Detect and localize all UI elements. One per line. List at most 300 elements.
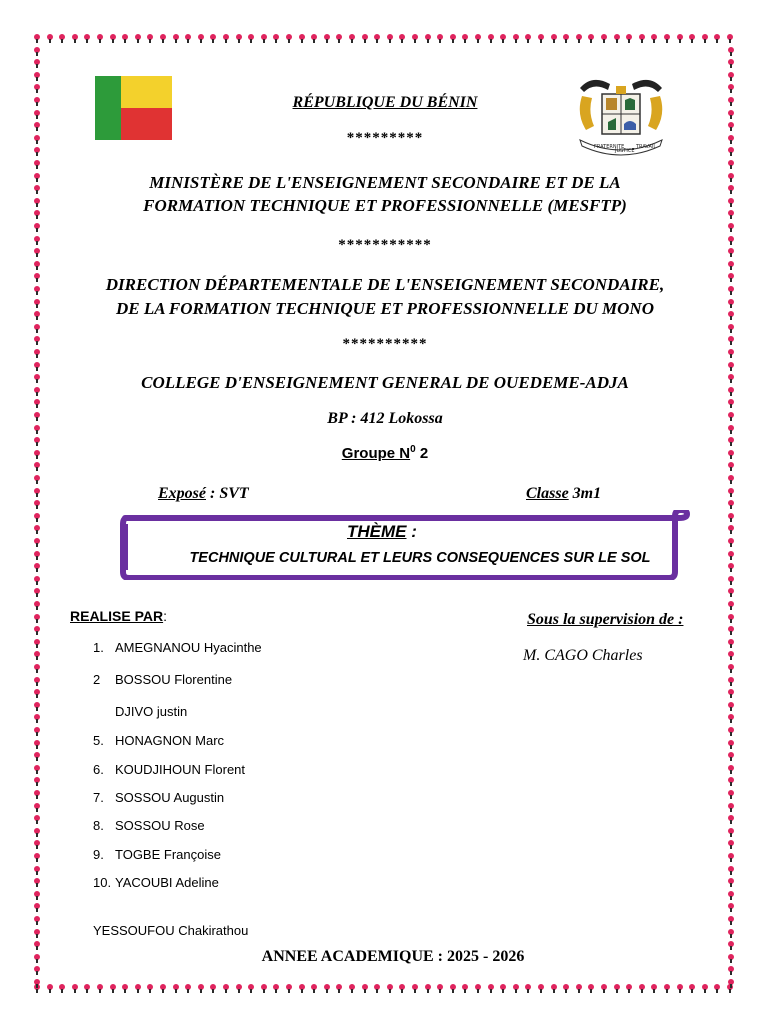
member-name: KOUDJIHOUN Florent — [115, 762, 246, 777]
border-dot — [34, 210, 40, 219]
border-dot — [728, 664, 734, 673]
supervision-label: Sous la supervision de : — [527, 611, 684, 628]
border-dot — [34, 979, 40, 988]
border-dot — [538, 34, 544, 43]
border-dot — [34, 677, 40, 686]
member-name: HONAGNON Marc — [115, 733, 225, 748]
border-dot — [210, 34, 216, 43]
realise-heading — [70, 608, 167, 624]
border-dot — [387, 34, 393, 43]
border-dot — [576, 984, 582, 993]
border-dot — [588, 984, 594, 993]
border-dot — [34, 425, 40, 434]
border-dot — [551, 984, 557, 993]
border-dot — [728, 891, 734, 900]
border-dot — [34, 538, 40, 547]
border-dot — [336, 34, 342, 43]
border-dot — [728, 185, 734, 194]
border-dot — [728, 588, 734, 597]
border-dot — [34, 513, 40, 522]
border-dot — [728, 677, 734, 686]
border-dot — [714, 34, 720, 43]
expose-subject — [158, 485, 249, 503]
border-dot — [34, 551, 40, 560]
border-dot — [34, 462, 40, 471]
border-dot — [500, 984, 506, 993]
border-dot — [728, 362, 734, 371]
academic-year: ANNEE ACADEMIQUE : 2025 - 2026 — [261, 948, 525, 965]
border-dot — [34, 563, 40, 572]
border-dot — [349, 984, 355, 993]
border-dot — [34, 147, 40, 156]
border-dot — [475, 984, 481, 993]
border-dot — [399, 34, 405, 43]
border-dot — [728, 437, 734, 446]
border-dot — [34, 72, 40, 81]
border-dot — [728, 853, 734, 862]
member-item — [93, 640, 262, 655]
member-number: 9. — [93, 847, 104, 862]
border-dot — [173, 34, 179, 43]
border-dot — [34, 336, 40, 345]
border-dot — [34, 614, 40, 623]
border-dot — [728, 563, 734, 572]
theme-heading — [347, 522, 417, 542]
border-dot — [34, 714, 40, 723]
border-dot — [349, 34, 355, 43]
border-dot — [425, 984, 431, 993]
border-dot — [34, 500, 40, 509]
border-dot — [728, 601, 734, 610]
border-dot — [34, 588, 40, 597]
border-dot — [135, 34, 141, 43]
border-dot — [34, 916, 40, 925]
separator-stars: *********** — [338, 237, 432, 253]
border-dot — [387, 984, 393, 993]
border-dot — [689, 984, 695, 993]
border-dot — [728, 626, 734, 635]
border-dot — [34, 475, 40, 484]
border-dot — [173, 984, 179, 993]
border-dot — [324, 34, 330, 43]
border-dot — [362, 34, 368, 43]
coat-of-arms-emblem — [572, 74, 670, 158]
border-dot — [185, 34, 191, 43]
border-dot — [728, 651, 734, 660]
border-dot — [728, 727, 734, 736]
border-dot — [450, 34, 456, 43]
border-dot — [34, 966, 40, 975]
border-dot — [236, 34, 242, 43]
border-dot — [728, 525, 734, 534]
member-name: SOSSOU Rose — [115, 818, 205, 833]
border-dot — [34, 853, 40, 862]
border-dot — [248, 984, 254, 993]
border-dot — [728, 916, 734, 925]
border-dot — [324, 984, 330, 993]
border-dot — [273, 984, 279, 993]
border-dot — [47, 34, 53, 43]
member-item — [93, 672, 232, 687]
group-label: Groupe N — [341, 445, 411, 462]
border-dot — [34, 488, 40, 497]
motto-word: JUSTICE — [615, 148, 635, 154]
member-item — [93, 818, 205, 833]
border-dot — [97, 34, 103, 43]
border-dot — [34, 59, 40, 68]
member-name: YACOUBI Adeline — [115, 875, 219, 890]
border-dot — [34, 97, 40, 106]
member-name: SOSSOU Augustin — [115, 790, 225, 805]
border-dot — [437, 984, 443, 993]
border-dot — [110, 34, 116, 43]
border-dot — [34, 173, 40, 182]
border-dot — [728, 752, 734, 761]
separator-stars: ********** — [342, 336, 428, 352]
border-dot — [728, 59, 734, 68]
border-dot — [425, 34, 431, 43]
border-dot — [728, 236, 734, 245]
border-dot — [72, 984, 78, 993]
border-dot — [462, 984, 468, 993]
member-number: 6. — [93, 762, 104, 777]
member-name: TOGBE Françoise — [115, 847, 221, 862]
border-dot — [728, 702, 734, 711]
border-dot — [34, 689, 40, 698]
border-dot — [576, 34, 582, 43]
border-dot — [728, 349, 734, 358]
college-name: COLLEGE D'ENSEIGNEMENT GENERAL DE OUEDEME-ADJA — [141, 373, 629, 392]
border-dot — [34, 34, 40, 43]
border-dot — [728, 72, 734, 81]
border-dot — [34, 815, 40, 824]
member-number: 5. — [93, 733, 104, 748]
border-dot — [185, 984, 191, 993]
republic-title: RÉPUBLIQUE DU BÉNIN — [292, 94, 478, 111]
border-dot — [437, 34, 443, 43]
border-dot — [160, 984, 166, 993]
border-dot — [728, 160, 734, 169]
border-dot — [728, 903, 734, 912]
member-extra: YESSOUFOU Chakirathou — [93, 923, 249, 938]
border-dot — [614, 984, 620, 993]
border-dot — [34, 387, 40, 396]
border-dot — [651, 34, 657, 43]
border-dot — [34, 122, 40, 131]
border-dot — [728, 248, 734, 257]
border-dot — [488, 984, 494, 993]
border-dot — [34, 777, 40, 786]
border-dot — [286, 984, 292, 993]
border-dot — [34, 954, 40, 963]
border-dot — [122, 34, 128, 43]
border-dot — [147, 984, 153, 993]
direction-line-1: DIRECTION DÉPARTEMENTALE DE L'ENSEIGNEMENT SECONDAIRE, — [105, 275, 665, 294]
border-dot — [34, 891, 40, 900]
separator-stars: ********* — [346, 130, 424, 146]
border-dot — [34, 84, 40, 93]
border-dot — [412, 984, 418, 993]
class-value: 3m1 — [568, 485, 602, 502]
border-dot — [84, 984, 90, 993]
border-dot — [513, 984, 519, 993]
border-dot — [336, 984, 342, 993]
border-dot — [728, 513, 734, 522]
border-dot — [299, 34, 305, 43]
border-dot — [728, 135, 734, 144]
border-dot — [664, 984, 670, 993]
border-dot — [374, 984, 380, 993]
border-dot — [714, 984, 720, 993]
border-dot — [412, 34, 418, 43]
border-dot — [728, 765, 734, 774]
border-dot — [601, 984, 607, 993]
class-label: Classe — [526, 485, 569, 502]
border-dot — [689, 34, 695, 43]
border-dot — [210, 984, 216, 993]
border-dot — [728, 639, 734, 648]
border-dot — [362, 984, 368, 993]
border-dot — [34, 198, 40, 207]
border-dot — [34, 878, 40, 887]
border-dot — [728, 866, 734, 875]
border-dot — [728, 399, 734, 408]
border-dot — [601, 34, 607, 43]
border-dot — [500, 34, 506, 43]
benin-flag — [95, 76, 172, 140]
border-dot — [728, 261, 734, 270]
border-dot — [728, 803, 734, 812]
ministry-line-2: FORMATION TECHNIQUE ET PROFESSIONNELLE (MESFTP) — [143, 196, 627, 215]
border-dot — [563, 34, 569, 43]
member-name: BOSSOU Florentine — [115, 672, 233, 687]
border-dot — [525, 984, 531, 993]
border-dot — [462, 34, 468, 43]
border-dot — [34, 702, 40, 711]
member-item — [93, 790, 224, 805]
border-dot — [34, 248, 40, 257]
border-dot — [702, 984, 708, 993]
border-dot — [34, 903, 40, 912]
member-number: 8. — [93, 818, 104, 833]
border-dot — [34, 261, 40, 270]
border-dot — [34, 626, 40, 635]
border-dot — [34, 412, 40, 421]
member-name: AMEGNANOU Hyacinthe — [115, 640, 262, 655]
supervisor-name: M. CAGO Charles — [523, 647, 643, 664]
border-dot — [728, 878, 734, 887]
border-dot — [34, 374, 40, 383]
border-dot — [728, 374, 734, 383]
border-dot — [311, 34, 317, 43]
border-dot — [34, 828, 40, 837]
border-dot — [160, 34, 166, 43]
border-dot — [47, 984, 53, 993]
border-dot — [727, 34, 733, 43]
border-dot — [34, 664, 40, 673]
border-dot — [651, 984, 657, 993]
border-dot — [677, 984, 683, 993]
border-dot — [488, 34, 494, 43]
border-dot — [299, 984, 305, 993]
border-dot — [34, 765, 40, 774]
border-dot — [728, 614, 734, 623]
border-dot — [34, 740, 40, 749]
member-number: 10. — [93, 875, 112, 890]
border-dot — [728, 223, 734, 232]
border-dot — [728, 97, 734, 106]
border-dot — [728, 714, 734, 723]
border-dot — [728, 110, 734, 119]
border-dot — [728, 173, 734, 182]
border-dot — [122, 984, 128, 993]
border-dot — [34, 223, 40, 232]
border-dot — [728, 210, 734, 219]
border-dot — [525, 34, 531, 43]
border-dot — [450, 984, 456, 993]
border-dot — [34, 790, 40, 799]
border-dot — [728, 450, 734, 459]
border-dot — [135, 984, 141, 993]
border-dot — [34, 840, 40, 849]
border-dot — [728, 966, 734, 975]
realise-label: REALISE PAR — [70, 608, 164, 624]
border-dot — [702, 34, 708, 43]
border-dot — [34, 160, 40, 169]
motto-word: FRATERNITE — [594, 144, 625, 150]
border-dot — [84, 34, 90, 43]
border-dot — [728, 740, 734, 749]
border-dot — [728, 462, 734, 471]
border-dot — [236, 984, 242, 993]
border-dot — [614, 34, 620, 43]
border-dot — [198, 34, 204, 43]
border-dot — [728, 425, 734, 434]
border-dot — [728, 828, 734, 837]
border-dot — [588, 34, 594, 43]
border-dot — [34, 803, 40, 812]
border-dot — [261, 984, 267, 993]
border-dot — [728, 488, 734, 497]
member-name: DJIVO justin — [115, 704, 188, 719]
border-dot — [34, 576, 40, 585]
border-dot — [728, 412, 734, 421]
border-dot — [34, 866, 40, 875]
member-item — [93, 733, 224, 748]
border-dot — [34, 929, 40, 938]
border-dot — [626, 34, 632, 43]
border-dot — [147, 34, 153, 43]
member-number: 2 — [93, 672, 101, 687]
group-value: 2 — [415, 445, 429, 462]
realise-colon: : — [163, 608, 167, 624]
ministry-line-1: MINISTÈRE DE L'ENSEIGNEMENT SECONDAIRE ET DE LA — [149, 173, 621, 192]
group-superscript: 0 — [410, 444, 416, 455]
border-dot — [728, 387, 734, 396]
member-item — [93, 704, 187, 719]
border-dot — [59, 34, 65, 43]
border-dot — [198, 984, 204, 993]
border-dot — [664, 34, 670, 43]
border-dot — [34, 324, 40, 333]
border-dot — [34, 651, 40, 660]
border-dot — [728, 47, 734, 56]
border-dot — [34, 450, 40, 459]
border-dot — [34, 349, 40, 358]
border-dot — [728, 336, 734, 345]
border-dot — [34, 525, 40, 534]
border-dot — [728, 538, 734, 547]
border-dot — [223, 34, 229, 43]
border-dot — [34, 437, 40, 446]
border-dot — [34, 941, 40, 950]
postal-box: BP : 412 Lokossa — [327, 410, 443, 427]
border-dot — [286, 34, 292, 43]
border-dot — [34, 639, 40, 648]
border-dot — [728, 551, 734, 560]
border-dot — [311, 984, 317, 993]
border-dot — [110, 984, 116, 993]
border-dot — [34, 362, 40, 371]
border-dot — [513, 34, 519, 43]
border-dot — [728, 777, 734, 786]
border-dot — [639, 984, 645, 993]
border-dot — [728, 84, 734, 93]
border-dot — [626, 984, 632, 993]
border-dot — [728, 198, 734, 207]
theme-label: THÈME — [347, 522, 407, 541]
border-dot — [728, 929, 734, 938]
border-dot — [728, 147, 734, 156]
border-dot — [97, 984, 103, 993]
border-dot — [728, 815, 734, 824]
border-dot — [72, 34, 78, 43]
border-dot — [34, 727, 40, 736]
border-dot — [261, 34, 267, 43]
border-dot — [34, 47, 40, 56]
member-number: 1. — [93, 640, 104, 655]
border-dot — [728, 122, 734, 131]
direction-line-2: DE LA FORMATION TECHNIQUE ET PROFESSIONNELLE DU MONO — [116, 299, 654, 318]
border-dot — [34, 752, 40, 761]
border-dot — [677, 34, 683, 43]
member-number: 7. — [93, 790, 104, 805]
border-dot — [563, 984, 569, 993]
border-dot — [728, 500, 734, 509]
border-dot — [59, 984, 65, 993]
member-item — [93, 847, 221, 862]
border-dot — [248, 34, 254, 43]
border-dot — [34, 110, 40, 119]
border-dot — [34, 601, 40, 610]
border-dot — [728, 954, 734, 963]
theme-title: TECHNIQUE CULTURAL ET LEURS CONSEQUENCES SUR LE SOL — [189, 550, 651, 566]
border-dot — [475, 34, 481, 43]
border-dot — [34, 399, 40, 408]
border-dot — [728, 790, 734, 799]
border-dot — [34, 135, 40, 144]
border-dot — [551, 34, 557, 43]
theme-frame — [119, 510, 691, 580]
member-item — [93, 875, 219, 890]
expose-value: : SVT — [206, 485, 249, 502]
theme-colon: : — [406, 522, 417, 541]
border-dot — [728, 840, 734, 849]
border-dot — [728, 979, 734, 988]
border-dot — [34, 236, 40, 245]
border-dot — [728, 576, 734, 585]
border-dot — [374, 34, 380, 43]
